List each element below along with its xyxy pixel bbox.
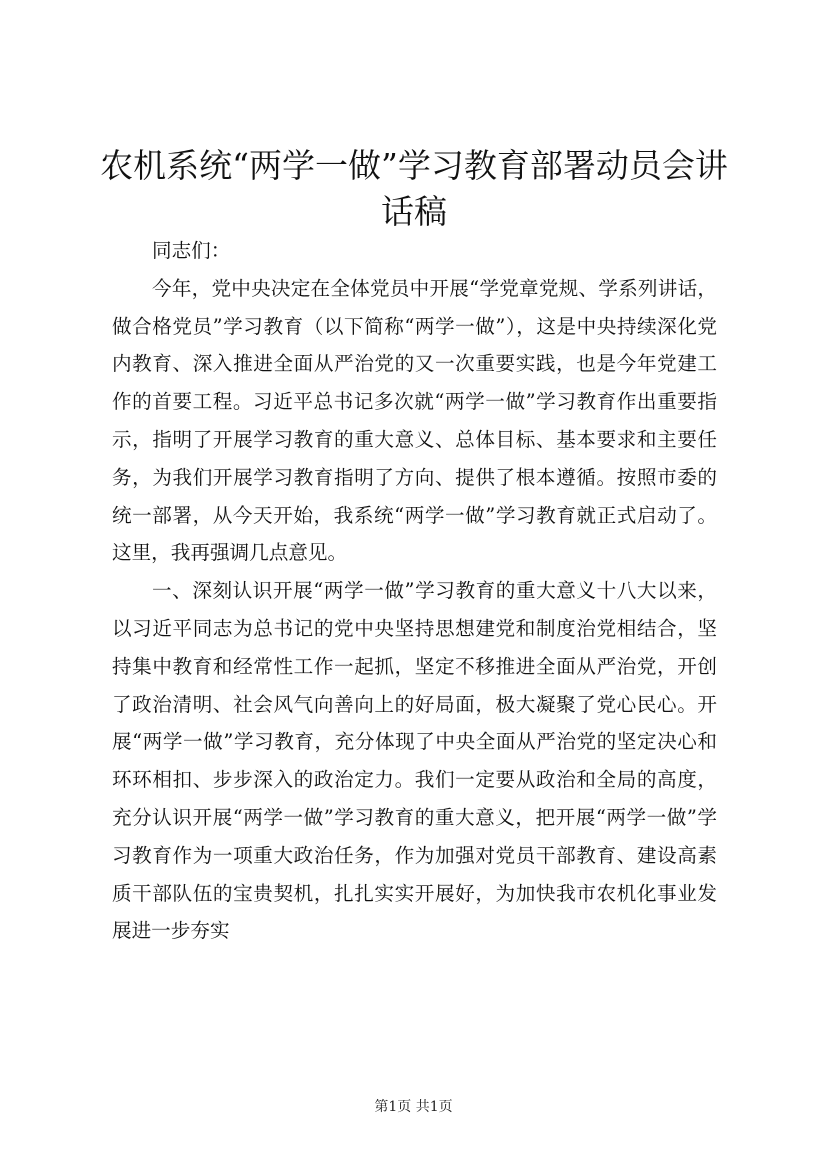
- document-body: [112, 232, 717, 950]
- page-number-label: 第1页 共1页: [374, 1099, 453, 1115]
- salutation-paragraph: 同志们：: [152, 239, 231, 262]
- document-title: 农机系统“两学一做”学习教育部署动员会讲话稿: [100, 146, 728, 231]
- section-one-paragraph: 一、深刻认识开展“两学一做”学习教育的重大意义十八大以来，以习近平同志为总书记的党中央坚持思想建党和制度治党相结合，坚持集中教育和经常性工作一起抓，坚定不移推进全面从严治党，开创了政治清明、社会风气向善向上的好局面，极大凝聚了党心民心。开展“两学一做”学习教育，充分体现了中央全面从严治党的坚定决心和环环相扣、步步深入的政治定力。我们一定要从政治和全局的高度，充分认识开展“两学一做”学习教育的重大意义，把开展“两学一做”学习教育作为一项重大政治任务，作为加强对党员干部教育、建设高素质干部队伍的宝贵契机，扎扎实实开展好，为加快我市农机化事业发展进一步夯实: [112, 579, 717, 943]
- page-number-footer: [0, 1097, 827, 1117]
- intro-paragraph: 今年，党中央决定在全体党员中开展“学党章党规、学系列讲话，做合格党员”学习教育（以下简称“两学一做”），这是中央持续深化党内教育、深入推进全面从严治党的又一次重要实践，也是今年党建工作的首要工程。习近平总书记多次就“两学一做”学习教育作出重要指示，指明了开展学习教育的重大意义、总体目标、基本要求和主要任务，为我们开展学习教育指明了方向、提供了根本遵循。按照市委的统一部署，从今天开始，我系统“两学一做”学习教育就正式启动了。这里，我再强调几点意见。: [112, 276, 717, 565]
